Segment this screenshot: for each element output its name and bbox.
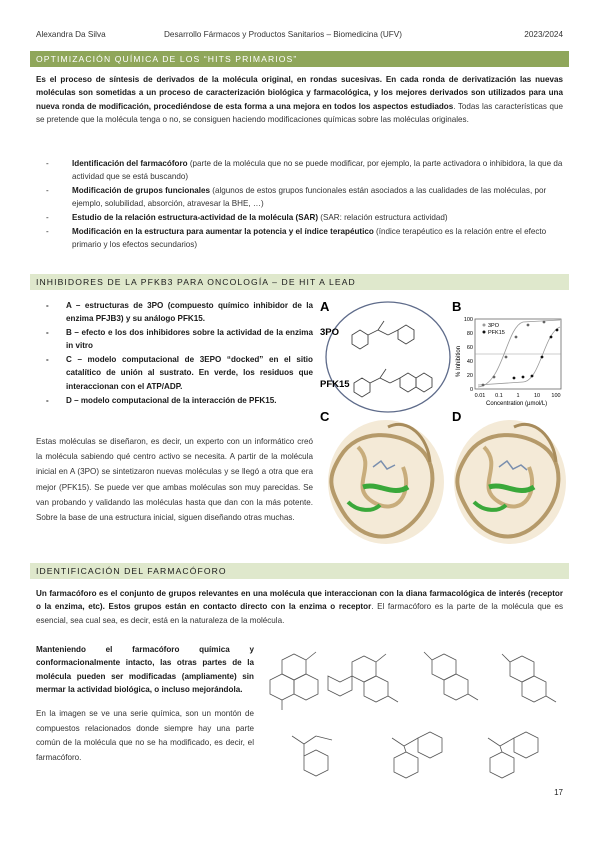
structure-3po (352, 321, 414, 349)
farmacoforo-rest: . El farmacóforo es la parte de la molécula que es esencial, sea cual sea, es decir, está en la naturaleza de la molécula. (36, 602, 563, 625)
legend-marker-3po (483, 324, 486, 327)
header-course: Desarrollo Fármacos y Productos Sanitarios – Biomedicina (UFV) (164, 30, 402, 39)
bullet-bold: Estudio de la relación estructura-actividad de la molécula (SAR) (72, 213, 319, 223)
structure-5 (292, 736, 332, 776)
bullet-rest: (índice terapéutico es la relación entre el efecto primario y los efectos secundarios) (72, 226, 547, 250)
ytick: 80 (466, 331, 473, 337)
xtick: 100 (551, 393, 561, 399)
section-title-optimizacion: OPTIMIZACIÓN QUÍMICA DE LOS “HITS PRIMARIOS” (30, 51, 569, 67)
plot-yticks (464, 317, 473, 393)
intro-paragraph (36, 73, 563, 127)
panel-label-a: A (320, 299, 330, 314)
plot-ylabel: % Inhibition (456, 345, 462, 377)
mol-label-pfk15: PFK15 (320, 379, 350, 390)
running-header (36, 30, 563, 44)
structure-6 (392, 732, 442, 778)
ytick: 100 (463, 317, 473, 323)
list-item (36, 211, 563, 224)
bullet-bold: Modificación en la estructura para aumentar la potencia y el índice terapéutico (72, 226, 374, 236)
legend-pfk15: PFK15 (488, 330, 505, 336)
ytick: 40 (466, 359, 473, 365)
list-item (36, 225, 563, 252)
xtick: 0.01 (474, 393, 486, 399)
plot-xlabel: Concentration (µmol/L) (486, 401, 548, 407)
plot-xticks (475, 393, 561, 399)
figure-description-list (36, 299, 313, 407)
inhibition-plot (456, 317, 561, 407)
panel-a-outline (326, 302, 450, 412)
structure-pfk15 (354, 369, 432, 397)
structure-2 (328, 654, 398, 702)
list-item (36, 184, 563, 211)
structure-1 (270, 652, 318, 710)
ytick: 60 (466, 345, 473, 351)
list-item (36, 157, 563, 184)
protein-model-d (454, 420, 566, 544)
intro-rest: . Todas las características que se pretende que la molécula tenga o no, se consiguen haciendo modificaciones químicas sobre las moléculas originales. (36, 101, 563, 125)
farmacoforo-bold: Un farmacóforo es el conjunto de grupos relevantes en una molécula que interaccionan con la diana farmacológica de interés (receptor o la enzima, etc). Estos grupos están en contacto directo con la enzima o receptor (36, 589, 563, 612)
xtick: 10 (533, 393, 541, 399)
list-item: - A – estructuras de 3PO (compuesto químico inhibidor de la enzima PFJB3) y su análogo PFK15. (36, 299, 313, 326)
optimization-list (36, 157, 563, 252)
page-number: 17 (554, 788, 563, 797)
farmacoforo-paragraph (36, 587, 563, 627)
legend-marker-pfk15 (483, 331, 486, 334)
bullet-bold: Modificación de grupos funcionales (72, 186, 211, 196)
design-paragraph: Estas moléculas se diseñaron, es decir, un experto con un informático creó la molécula sabiendo qué centro activo se necesita. A partir de la molécula inicial en A (3PO) se sintetizaron nuevas moléculas y se llegó a otra que era mejor (PFK15). Se puede ver que ambas moléculas son muy parecidas. Se van probando y validando las moléculas hasta que dan con la más potente. Sobre la base de una estructura inicial, siguen diseñando otras muchas. (36, 437, 313, 523)
list-item: - C – modelo computacional de 3EPO “docked” en el sitio catalítico de unión al sustrato. En verde, los residuos que interaccionan con el ATP/ADP. (36, 353, 313, 393)
pharmacophore-bold-note: Manteniendo el farmacóforo química y conformacionalmente intacto, las otras partes de la molécula pueden ser modificadas (ampliamente) sin mermar la actividad biológica, o incluso mejorándola. (36, 645, 254, 695)
intro-bold: Es el proceso de síntesis de derivados de la molécula original, en rondas sucesivas. En cada ronda de derivatización las nuevas moléculas son sometidas a un proceso de caracterización biológica y farmacológica, y los mejores derivados son utilizados para una nueva ronda de modificación, procediéndose de esta forma a una mejora en todos los aspectos estudiados (36, 75, 563, 111)
panel-label-c: C (320, 409, 330, 424)
section-title-inhibidores: INHIBIDORES DE LA PFKB3 PARA ONCOLOGÍA – DE HIT A LEAD (30, 274, 569, 290)
section-title-farmacoforo: IDENTIFICACIÓN DEL FARMACÓFORO (30, 563, 569, 579)
pfkb3-figure (318, 297, 566, 551)
bullet-bold: Identificación del farmacóforo (72, 159, 188, 168)
mol-label-3po: 3PO (320, 327, 340, 338)
bullet-rest: (SAR: relación estructura actividad) (318, 213, 448, 223)
bullet-rest: (parte de la molécula que no se puede modificar, por ejemplo, la parte activadora o inhibidora, la que da actividad que se está buscando) (72, 159, 563, 182)
structure-7 (488, 732, 538, 778)
pharmacophore-hand-note: En la imagen se ve una serie química, son un montón de compuestos relacionados donde siempre hay una parte común de la molécula que no se ha modificado, es decir, el farmacóforo. (36, 709, 254, 762)
ytick: 20 (466, 373, 473, 379)
header-author: Alexandra Da Silva (36, 30, 106, 39)
protein-model-c (328, 420, 444, 544)
list-item: - B – efecto e los dos inhibidores sobre la actividad de la enzima in vitro (36, 326, 313, 353)
header-year: 2023/2024 (524, 30, 563, 39)
legend-3po: 3PO (488, 323, 500, 329)
xtick: 0.1 (495, 393, 503, 399)
bullet-rest: (algunos de estos grupos funcionales están asociados a las cualidades de las moléculas, por ejemplo, solubilidad, absorción, atravesar la BHE, …) (72, 186, 547, 209)
structure-3 (424, 652, 478, 700)
ytick: 0 (469, 387, 473, 393)
panel-label-b: B (452, 299, 462, 314)
panel-label-d: D (452, 409, 462, 424)
structure-4 (502, 654, 556, 702)
xtick: 1 (516, 393, 520, 399)
chemical-series-figure (262, 640, 567, 788)
list-item: - D – modelo computacional de la interacción de PFK15. (36, 394, 313, 407)
